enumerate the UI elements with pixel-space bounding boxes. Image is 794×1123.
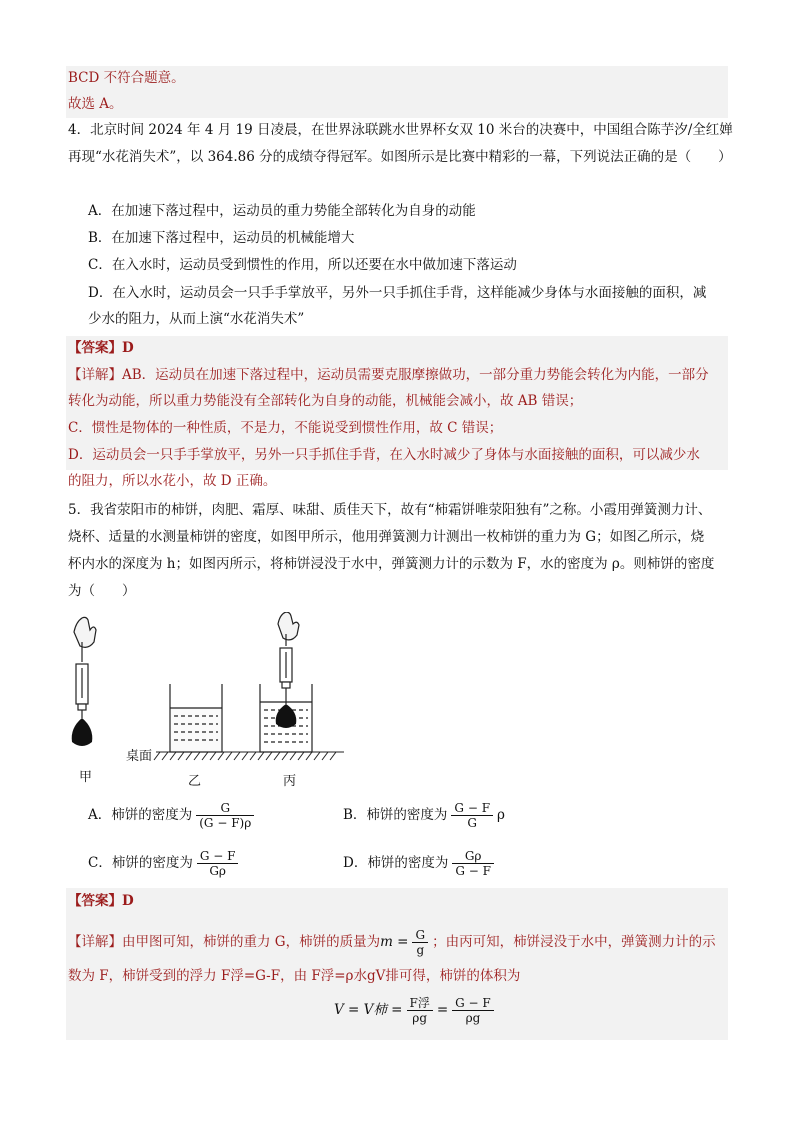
q5-answer: 【答案】D bbox=[68, 893, 134, 909]
q5-detail-line1-b: ；由丙可知，柿饼浸没于水中，弹簧测力计的示 bbox=[432, 934, 716, 950]
figure-label-bing: 丙 bbox=[283, 774, 297, 789]
q5-formula-frac1-den: ρg bbox=[412, 1011, 428, 1025]
q5-option-a-den: (G − F)ρ bbox=[199, 816, 252, 830]
q4-stem-line2: 再现“水花消失术”，以 364.86 分的成绩夺得冠军。如图所示是比赛中精彩的一幕，下列说法正确的是（ ） bbox=[68, 149, 732, 165]
q5-option-c-num: G − F bbox=[197, 849, 239, 864]
q5-option-a-fraction bbox=[196, 801, 254, 830]
q4-option-c: C．在入水时，运动员受到惯性的作用，所以还要在水中做加速下落运动 bbox=[88, 257, 517, 273]
figure-bing-persimmon bbox=[276, 704, 297, 728]
q5-option-b-den: G bbox=[467, 816, 478, 830]
q4-answer: 【答案】D bbox=[68, 340, 134, 356]
figure-label-yi: 乙 bbox=[188, 774, 202, 789]
q5-option-c bbox=[88, 849, 242, 878]
q5-detail-line2: 数为 F，柿饼受到的浮力 F浮=G-F，由 F浮=ρ水gV排可得，柿饼的体积为 bbox=[68, 968, 521, 984]
figure-jia-spring-scale bbox=[74, 617, 96, 718]
q5-option-c-fraction bbox=[197, 849, 239, 878]
q5-formula-lhs: V = V柿 = bbox=[334, 1002, 403, 1018]
figure-desk bbox=[154, 752, 344, 760]
q4-option-b: B．在加速下落过程中，运动员的机械能增大 bbox=[88, 230, 355, 246]
q5-stem-line4: 为（ ） bbox=[68, 583, 136, 599]
q4-detail-line2: 转化为动能，所以重力势能没有全部转化为自身的动能，机械能会减小，故 AB 错误； bbox=[68, 393, 583, 409]
q4-detail-line5: 的阻力，所以水花小，故 D 正确。 bbox=[68, 473, 277, 489]
q5-option-b-num: G − F bbox=[451, 801, 493, 816]
q5-option-b-fraction bbox=[451, 801, 493, 830]
q5-formula-frac2-den: ρg bbox=[465, 1011, 481, 1025]
q4-stem-line1: 4．北京时间 2024 年 4 月 19 日凌晨，在世界泳联跳水世界杯女双 10 米台的决赛中，中国组合陈芋汐/全红婵 bbox=[68, 122, 733, 138]
q5-detail-line1 bbox=[68, 928, 716, 957]
q4-detail-line3: C．惯性是物体的一种性质，不是力，不能说受到惯性作用，故 C 错误； bbox=[68, 420, 503, 436]
q5-stem-line2: 烧杯、适量的水测量柿饼的密度，如图甲所示，他用弹簧测力计测出一枚柿饼的重力为 G；如图乙所示，烧 bbox=[68, 529, 705, 545]
q5-option-c-prefix: C．柿饼的密度为 bbox=[88, 855, 193, 871]
q4-option-d-line2: 少水的阻力，从而上演“水花消失术” bbox=[88, 311, 305, 327]
q5-option-a-prefix: A．柿饼的密度为 bbox=[88, 807, 193, 823]
q5-option-d-fraction bbox=[452, 849, 494, 878]
q5-mass-den: g bbox=[416, 943, 425, 957]
figure-jia-persimmon bbox=[72, 718, 93, 746]
q4-detail-line4: D．运动员会一只手手掌放平，另外一只手抓住手背，在入水时减少了身体与水面接触的面积，可以减少水 bbox=[68, 447, 700, 463]
q5-detail-line1-a: 【详解】由甲图可知，柿饼的重力 G，柿饼的质量为 bbox=[68, 934, 381, 950]
figure-bing-beaker bbox=[260, 612, 312, 752]
figure-yi-beaker bbox=[170, 684, 222, 752]
q5-option-d bbox=[343, 849, 498, 878]
figure-label-desk: 桌面 bbox=[126, 749, 153, 764]
q4-detail-line1: 【详解】AB．运动员在加速下落过程中，运动员需要克服摩擦做功，一部分重力势能会转化为内能，一部分 bbox=[68, 367, 709, 383]
q4-option-d-line1: D．在入水时，运动员会一只手手掌放平，另外一只手抓住手背，这样能减少身体与水面接触的面积，减 bbox=[88, 285, 707, 301]
q5-formula-eq: = bbox=[436, 1002, 449, 1018]
q5-option-d-prefix: D．柿饼的密度为 bbox=[343, 855, 449, 871]
q4-option-a: A．在加速下落过程中，运动员的重力势能全部转化为自身的动能 bbox=[88, 203, 476, 219]
q5-formula-frac1-num: F浮 bbox=[407, 996, 433, 1011]
q5-option-a bbox=[88, 801, 258, 830]
q5-figure bbox=[64, 612, 344, 782]
q5-formula-frac1 bbox=[407, 996, 433, 1025]
q5-option-a-num: G bbox=[196, 801, 254, 816]
q5-formula-frac2-num: G − F bbox=[452, 996, 494, 1011]
q5-option-c-den: Gρ bbox=[209, 864, 226, 878]
prev-choice-line: 故选 A。 bbox=[68, 96, 123, 112]
prev-analysis-line: BCD 不符合题意。 bbox=[68, 70, 185, 86]
q5-stem-line1: 5．我省荥阳市的柿饼，肉肥、霜厚、味甜、质佳天下，故有“柿霜饼唯荥阳独有”之称。小霞用弹簧测力计、 bbox=[68, 502, 712, 518]
q5-option-d-den: G − F bbox=[455, 864, 491, 878]
q5-mass-symbol: m = bbox=[380, 934, 409, 950]
q5-option-b-prefix: B．柿饼的密度为 bbox=[343, 807, 448, 823]
q5-option-b bbox=[343, 801, 505, 830]
q5-stem-line3: 杯内水的深度为 h；如图丙所示，将柿饼浸没于水中，弹簧测力计的示数为 F，水的密度为 ρ。则柿饼的密度 bbox=[68, 556, 715, 572]
q5-option-d-num: Gρ bbox=[452, 849, 494, 864]
q5-mass-num: G bbox=[412, 928, 428, 943]
q5-formula-frac2 bbox=[452, 996, 494, 1025]
figure-label-jia: 甲 bbox=[79, 770, 93, 785]
q5-option-b-suffix: ρ bbox=[497, 807, 505, 823]
q5-mass-fraction bbox=[412, 928, 428, 957]
q5-volume-formula bbox=[334, 996, 498, 1025]
